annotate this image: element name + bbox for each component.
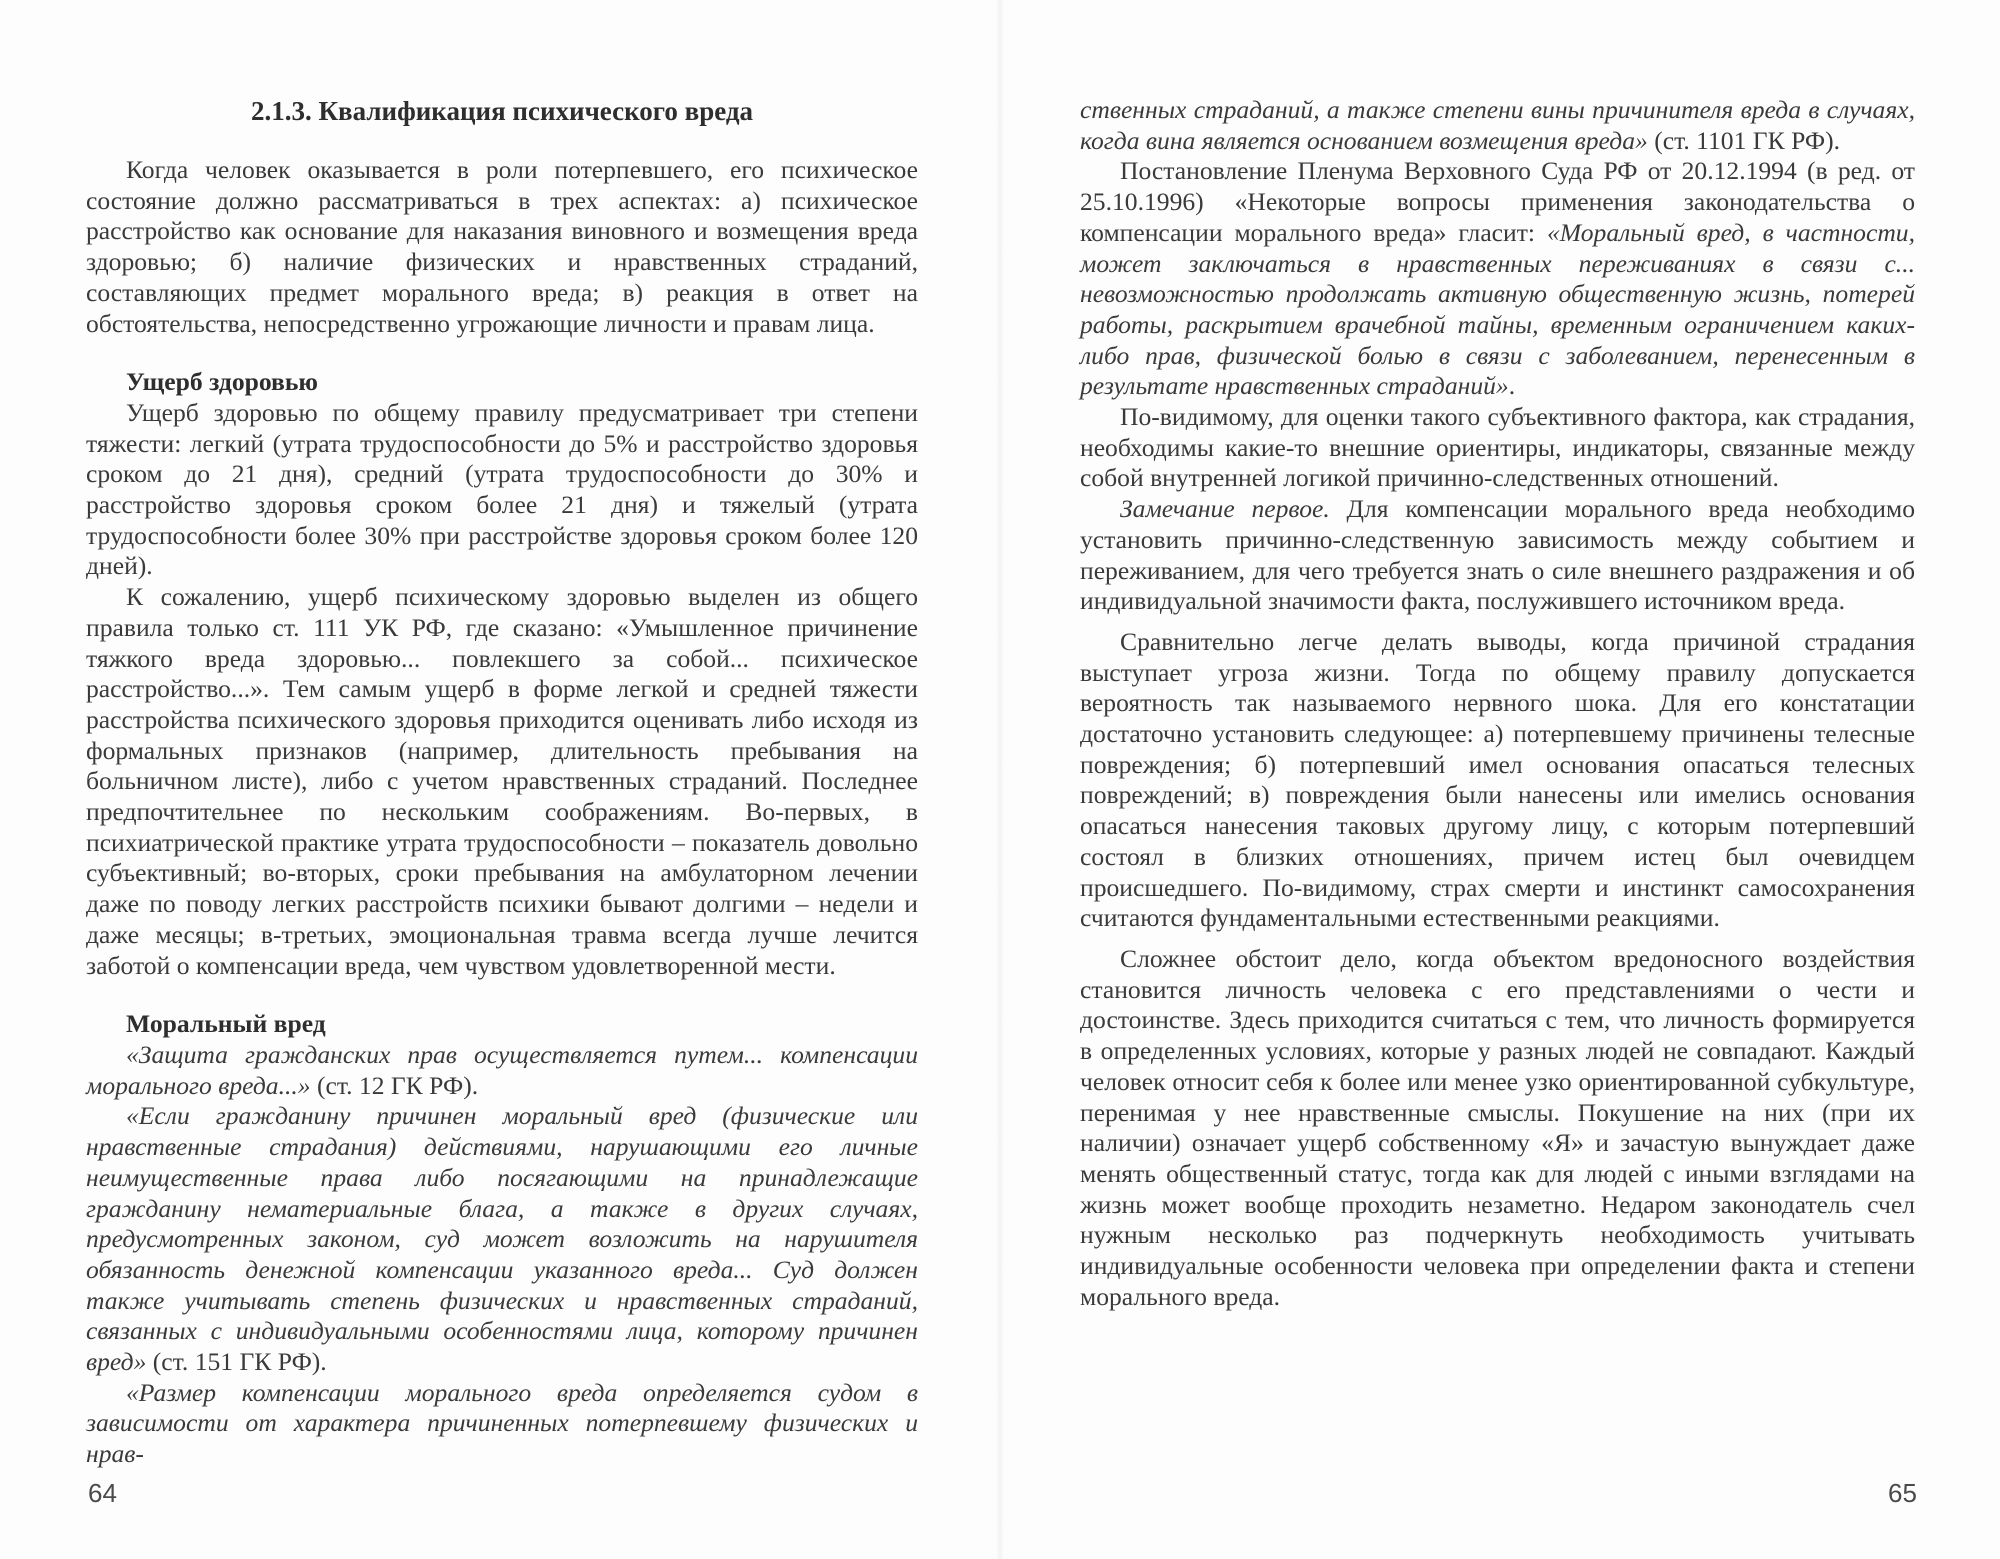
right-text-block <box>1080 95 1915 1312</box>
quote-2 <box>86 1101 918 1377</box>
plenum-paragraph <box>1080 156 1915 402</box>
quote-3-text: «Размер компенсации морального вреда определяется судом в зависимости от характера причиненных потерпевшему физических и нрав- <box>86 1377 918 1469</box>
left-text-block <box>86 95 918 1470</box>
intro-paragraph: Когда человек оказывается в роли потерпевшего, его психическое состояние должно рассматриваться в трех аспектах: а) психическое расстройство как основание для наказания виновного и возмещения вреда здоровью; б) наличие физических и нравственных страданий, составляющих предмет морального вреда; в) реакция в ответ на обстоятельства, непосредственно угрожающие личности и правам лица. <box>86 155 918 338</box>
harder-paragraph: Сложнее обстоит дело, когда объектом вредоносного воздействия становится личность человека с его представлениями о чести и достоинстве. Здесь приходится считаться с тем, что личность формируется в определенных условиях, которые у разных людей не совпадают. Каждый человек относит себя к более или менее узко ориентированной субкультуре, перенимая у нее нравственные смыслы. Покушение на них (при их наличии) означает ущерб собственному «Я» и зачастую вынуждает даже менять общественный статус, тогда как для людей с иными взглядами на жизнь может вообще проходить незаметно. Недаром законодатель счел нужным несколько раз подчеркнуть необходимость учитывать индивидуальные особенности человека при определении факта и степени морального вреда. <box>1080 943 1915 1311</box>
quote-1 <box>86 1040 918 1101</box>
plenum-end: . <box>1508 371 1516 401</box>
spacer <box>1080 934 1915 944</box>
evidently-paragraph: По-видимому, для оценки такого субъективного фактора, как страдания, необходимы какие-то внешние ориентиры, индикаторы, связанные между собой внутренней логикой причинно-следственных отношений. <box>1080 402 1915 493</box>
moral-heading: Моральный вред <box>126 1009 326 1039</box>
health-heading: Ущерб здоровью <box>126 367 318 397</box>
remark-label: Замечание первое. <box>1120 494 1330 524</box>
quote-2-text: «Если гражданину причинен моральный вред (физические или нравственные страдания) действиями, нарушающими его личные неимущественные права либо посягающими на принадлежащие гражданину нематериальные блага, а также в других случаях, предусмотренных законом, суд может возложить на нарушителя обязанность денежной компенсации указанного вреда... Суд должен также учитывать степень физических и нравственных страданий, связанных с индивидуальными особенностями лица, которому причинен вред» <box>86 1101 918 1377</box>
page-number-left: 64 <box>88 1478 117 1508</box>
page-number-right: 65 <box>1888 1478 1917 1508</box>
health-paragraph-2: К сожалению, ущерб психическому здоровью выделен из общего правила только ст. 111 УК РФ, где сказано: «Умышленное причинение тяжкого вреда здоровью... повлекшего за собой... психическое расстройство...». Тем самым ущерб в форме легкой и средней тяжести расстройства психического здоровья приходится оценивать либо исходя из формальных признаков (например, длительность пребывания на больничном листе), либо с учетом нравственных страданий. Последнее предпочтительнее по нескольким соображениям. Во-первых, в психиатрической практике утрата трудоспособности – показатель довольно субъективный; во-вторых, сроки пребывания на амбулаторном лечении даже по поводу легких расстройств психики бывают долгими – недели и даже месяцы; в-третьих, эмоциональная травма всегда лучше лечится заботой о компенсации вреда, чем чувством удовлетворенной мести. <box>86 582 918 980</box>
plenum-text: Постановление Пленума Верховного Суда РФ от 20.12.1994 (в ред. от 25.10.1996) «Некоторые вопросы применения законодательства о компенсации морального вреда» гласит: <box>1080 156 1915 247</box>
remark-text: Для компенсации морального вреда необходимо установить причинно-следственную зависимость между событием и переживанием, для чего требуется знать о силе внешнего раздражения и об индивидуальной значимости факта, послужившего источником вреда. <box>1080 494 1915 616</box>
quote-3-cont-text: ственных страданий, а также степени вины причинителя вреда в случаях, когда вина является основанием возмещения вреда» <box>1080 95 1915 155</box>
section-title: 2.1.3. Квалификация психического вреда <box>250 96 754 126</box>
spacer <box>1080 617 1915 627</box>
quote-2-ref: (ст. 151 ГК РФ). <box>146 1347 327 1377</box>
plenum-quote: «Моральный вред, в частности, может заключаться в нравственных переживаниях в связи с... невозможностью продолжать активную общественную жизнь, потерей работы, раскрытием врачебной тайны, временным ограничением каких-либо прав, физической болью в связи с заболеванием, перенесенным в результате нравственных страданий» <box>1080 217 1915 401</box>
easier-paragraph: Сравнительно легче делать выводы, когда причиной страдания выступает угроза жизни. Тогда по общему правилу допускается вероятность так называемого нервного шока. Для его констатации достаточно установить следующее: а) потерпевшему причинены телесные повреждения; б) потерпевший имел основания опасаться телесных повреждений; в) повреждения были нанесены или имелись основания опасаться нанесения таковых другому лицу, с которым потерпевший состоял в близких отношениях, причем истец был очевидцем происшедшего. По-видимому, страх смерти и инстинкт самосохранения считаются фундаментальными естественными реакциями. <box>1080 626 1915 933</box>
quote-3-continuation <box>1080 95 1915 156</box>
remark-paragraph <box>1080 494 1915 617</box>
quote-1-text: «Защита гражданских прав осуществляется путем... компенсации морального вреда...» <box>86 1039 918 1100</box>
quote-3-ref: (ст. 1101 ГК РФ). <box>1647 125 1841 155</box>
health-paragraph-1: Ущерб здоровью по общему правилу предусматривает три степени тяжести: легкий (утрата трудоспособности до 5% и расстройство здоровья сроком до 21 дня), средний (утрата трудоспособности до 30% и расстройство здоровья сроком более 21 дня) и тяжелый (утрата трудоспособности более 30% при расстройстве здоровья сроком более 120 дней). <box>86 397 918 581</box>
page-right <box>1000 0 2000 1559</box>
quote-3 <box>86 1378 918 1470</box>
quote-1-ref: (ст. 12 ГК РФ). <box>310 1070 479 1100</box>
